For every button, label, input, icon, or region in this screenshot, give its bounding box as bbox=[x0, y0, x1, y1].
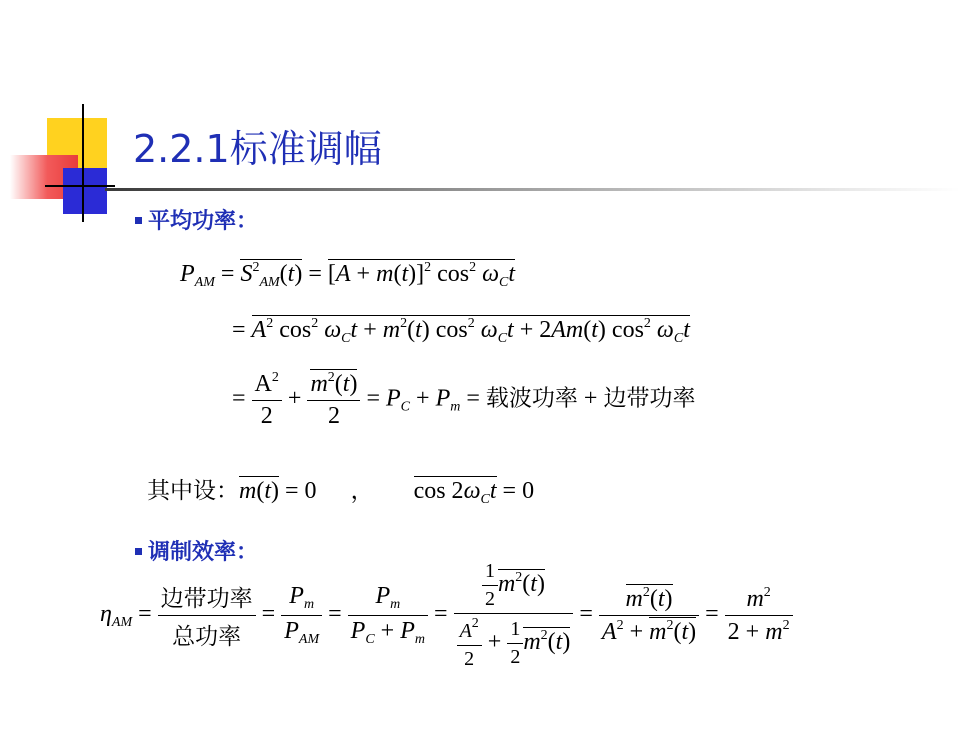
sideband-power-numerator: 边带功率 bbox=[160, 586, 253, 612]
bullet-square-icon bbox=[135, 548, 142, 555]
efficiency-label: 调制效率： bbox=[148, 540, 259, 565]
formula-line-2: = $A^2$ $\cos^2 \omega_Ct + m^2(t)$ $\cos^2 \omega_Ct + 2Am(t)$ $\cos^2 \omega_Ct$ bbox=[232, 316, 690, 346]
assumption-line: 其中设：m(t) = 0 ， $\cos 2\omega_Ct = 0$ bbox=[147, 478, 535, 507]
decor-vertical-line bbox=[82, 104, 84, 222]
avg-power-label: 平均功率： bbox=[148, 209, 259, 234]
decor-blue-square bbox=[63, 168, 107, 214]
slide-title: 2.2.1标准调幅 bbox=[133, 127, 382, 171]
sideband-power-text: 边带功率 bbox=[603, 385, 696, 412]
carrier-power-text: 载波功率 bbox=[485, 385, 578, 412]
formula-line-1: $P_{AM} = S^2_{AM}(t) = [A + m(t)]^2$ $\cos^2 \omega_Ct$ bbox=[180, 260, 516, 290]
decor-horizontal-line bbox=[45, 185, 115, 187]
efficiency-formula: $\eta_{AM}$ = $\frac{\text{边带功率}}{\text{总功率}}$ = $\frac{P_m}{P_{AM}}$ = $\frac{P_m}{P_C + P_m}$ = $\frac{1}{2}$ $m^2(t)$ $\frac{A^2}{2}$ + $\frac{1}{2}$ $m^2(t)$ = $\frac{m^2(t)}{A^2 + m^2(t)}$ = $\frac{m^2}{2 + m^2}$ bbox=[100, 560, 793, 671]
formula-line-3: = $\frac{A^2}{2}$ + $\frac{m^2(t)}{2}$ = $P_C + P_m$ = 载波功率 + 边带功率 bbox=[232, 370, 696, 429]
bullet-square-icon bbox=[135, 217, 142, 224]
avg-power-heading bbox=[135, 204, 258, 235]
title-underline bbox=[105, 188, 960, 191]
assumption-label: 其中设： bbox=[147, 478, 239, 504]
total-power-denominator: 总功率 bbox=[158, 615, 256, 651]
assumption-comma: ， bbox=[350, 478, 374, 504]
